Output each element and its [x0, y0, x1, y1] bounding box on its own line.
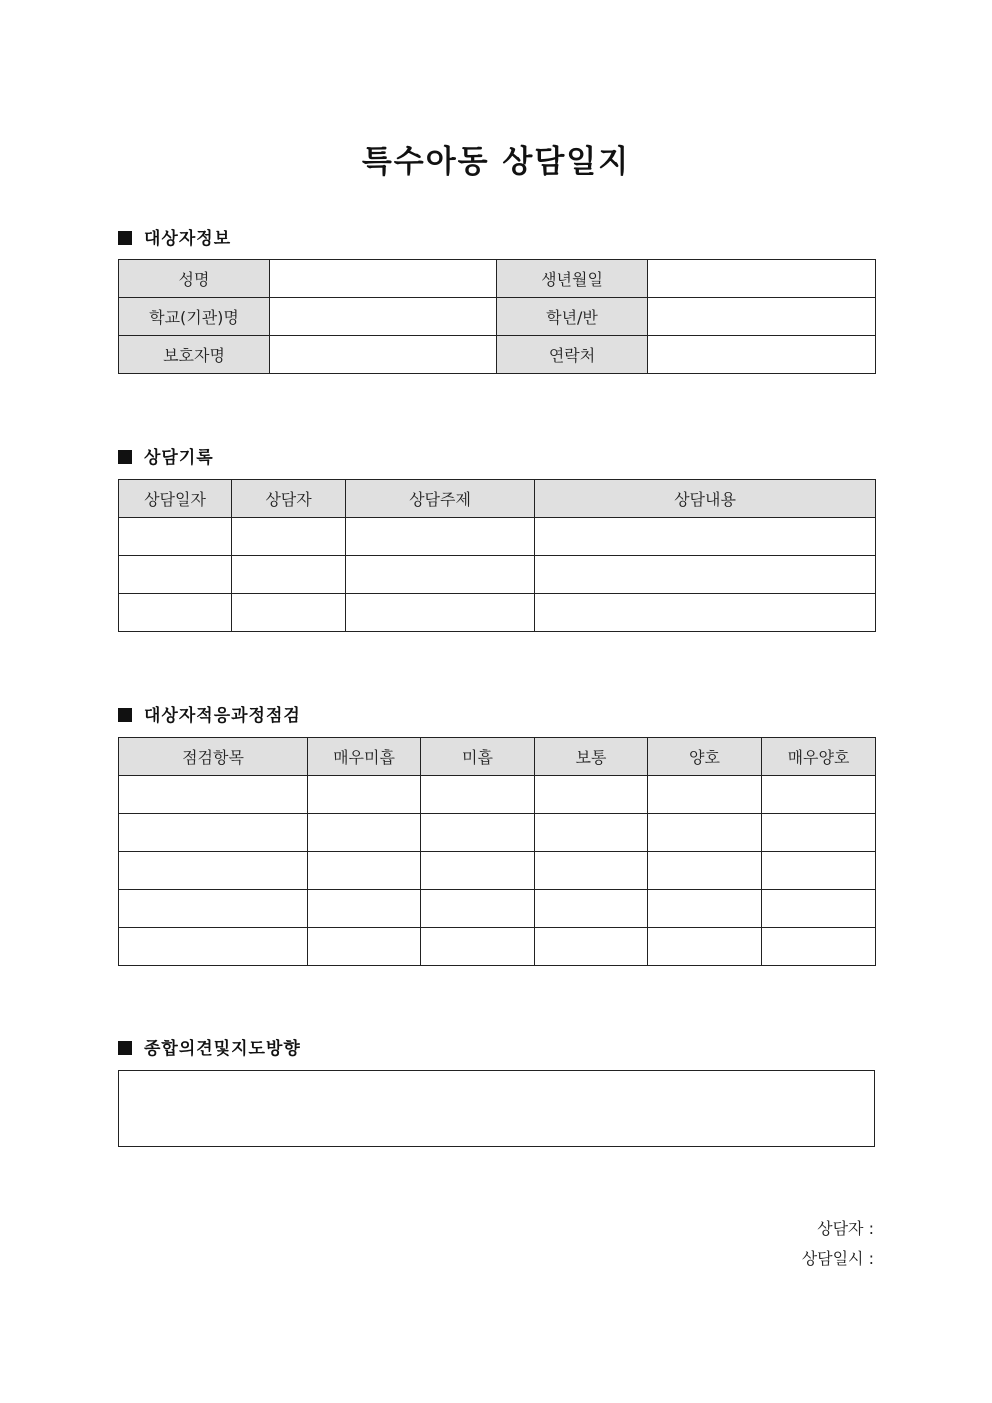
table-cell[interactable]	[308, 776, 421, 814]
table-cell[interactable]	[535, 776, 648, 814]
table-cell[interactable]	[308, 890, 421, 928]
guardian-field[interactable]	[270, 336, 497, 374]
table-cell[interactable]	[346, 594, 535, 632]
table-row	[119, 518, 876, 556]
header-poor: 미흡	[421, 738, 535, 776]
header-very-poor: 매우미흡	[308, 738, 421, 776]
header-topic: 상담주제	[346, 480, 535, 518]
table-cell[interactable]	[535, 852, 648, 890]
table-cell[interactable]	[421, 890, 535, 928]
table-cell[interactable]	[762, 814, 876, 852]
school-field[interactable]	[270, 298, 497, 336]
table-cell[interactable]	[119, 594, 232, 632]
table-cell[interactable]	[232, 594, 346, 632]
opinion-box[interactable]	[118, 1070, 875, 1147]
table-cell[interactable]	[119, 814, 308, 852]
label-school: 학교(기관)명	[119, 298, 270, 336]
square-bullet-icon	[118, 231, 132, 245]
table-cell[interactable]	[535, 890, 648, 928]
label-contact: 연락처	[497, 336, 648, 374]
table-cell[interactable]	[232, 518, 346, 556]
table-cell[interactable]	[346, 518, 535, 556]
table-cell[interactable]	[119, 890, 308, 928]
table-cell[interactable]	[648, 814, 762, 852]
table-cell[interactable]	[346, 556, 535, 594]
table-cell[interactable]	[119, 928, 308, 966]
table-cell[interactable]	[535, 814, 648, 852]
table-cell[interactable]	[762, 776, 876, 814]
header-counselor: 상담자	[232, 480, 346, 518]
table-cell[interactable]	[308, 814, 421, 852]
table-cell[interactable]	[119, 776, 308, 814]
table-cell[interactable]	[421, 852, 535, 890]
section-label: 종합의견및지도방향	[144, 1039, 301, 1059]
check-table	[118, 737, 876, 966]
record-table	[118, 479, 876, 632]
table-row	[119, 594, 876, 632]
header-date: 상담일자	[119, 480, 232, 518]
table-cell[interactable]	[535, 928, 648, 966]
square-bullet-icon	[118, 1041, 132, 1055]
name-field[interactable]	[270, 260, 497, 298]
section-heading-check	[118, 701, 301, 726]
header-item: 점검항목	[119, 738, 308, 776]
label-grade: 학년/반	[497, 298, 648, 336]
table-cell[interactable]	[119, 518, 232, 556]
table-cell[interactable]	[762, 890, 876, 928]
grade-field[interactable]	[648, 298, 876, 336]
section-label: 대상자적응과정점검	[144, 706, 301, 726]
label-guardian: 보호자명	[119, 336, 270, 374]
table-cell[interactable]	[648, 852, 762, 890]
table-row	[119, 776, 876, 814]
table-cell[interactable]	[119, 852, 308, 890]
table-row	[119, 890, 876, 928]
contact-field[interactable]	[648, 336, 876, 374]
header-content: 상담내용	[535, 480, 876, 518]
counselor-signature-label: 상담자 :	[817, 1219, 874, 1238]
square-bullet-icon	[118, 450, 132, 464]
table-cell[interactable]	[762, 852, 876, 890]
table-cell[interactable]	[232, 556, 346, 594]
label-birth: 생년월일	[497, 260, 648, 298]
section-heading-opinion	[118, 1034, 301, 1059]
table-cell[interactable]	[648, 890, 762, 928]
section-heading-info	[118, 224, 231, 249]
info-table	[118, 259, 876, 374]
counsel-date-label: 상담일시 :	[801, 1249, 874, 1268]
section-label: 대상자정보	[144, 229, 232, 249]
square-bullet-icon	[118, 708, 132, 722]
table-cell[interactable]	[421, 776, 535, 814]
page-title: 특수아동 상담일지	[361, 144, 631, 180]
table-cell[interactable]	[762, 928, 876, 966]
table-cell[interactable]	[648, 776, 762, 814]
table-row	[119, 556, 876, 594]
header-average: 보통	[535, 738, 648, 776]
header-good: 양호	[648, 738, 762, 776]
table-cell[interactable]	[421, 928, 535, 966]
table-cell[interactable]	[308, 852, 421, 890]
table-cell[interactable]	[535, 594, 876, 632]
table-cell[interactable]	[535, 556, 876, 594]
section-heading-record	[118, 443, 214, 468]
section-label: 상담기록	[144, 448, 214, 468]
label-name: 성명	[119, 260, 270, 298]
table-row	[119, 814, 876, 852]
table-cell[interactable]	[421, 814, 535, 852]
table-cell[interactable]	[308, 928, 421, 966]
table-row	[119, 928, 876, 966]
header-very-good: 매우양호	[762, 738, 876, 776]
table-cell[interactable]	[648, 928, 762, 966]
table-row	[119, 852, 876, 890]
table-cell[interactable]	[535, 518, 876, 556]
birth-field[interactable]	[648, 260, 876, 298]
table-cell[interactable]	[119, 556, 232, 594]
